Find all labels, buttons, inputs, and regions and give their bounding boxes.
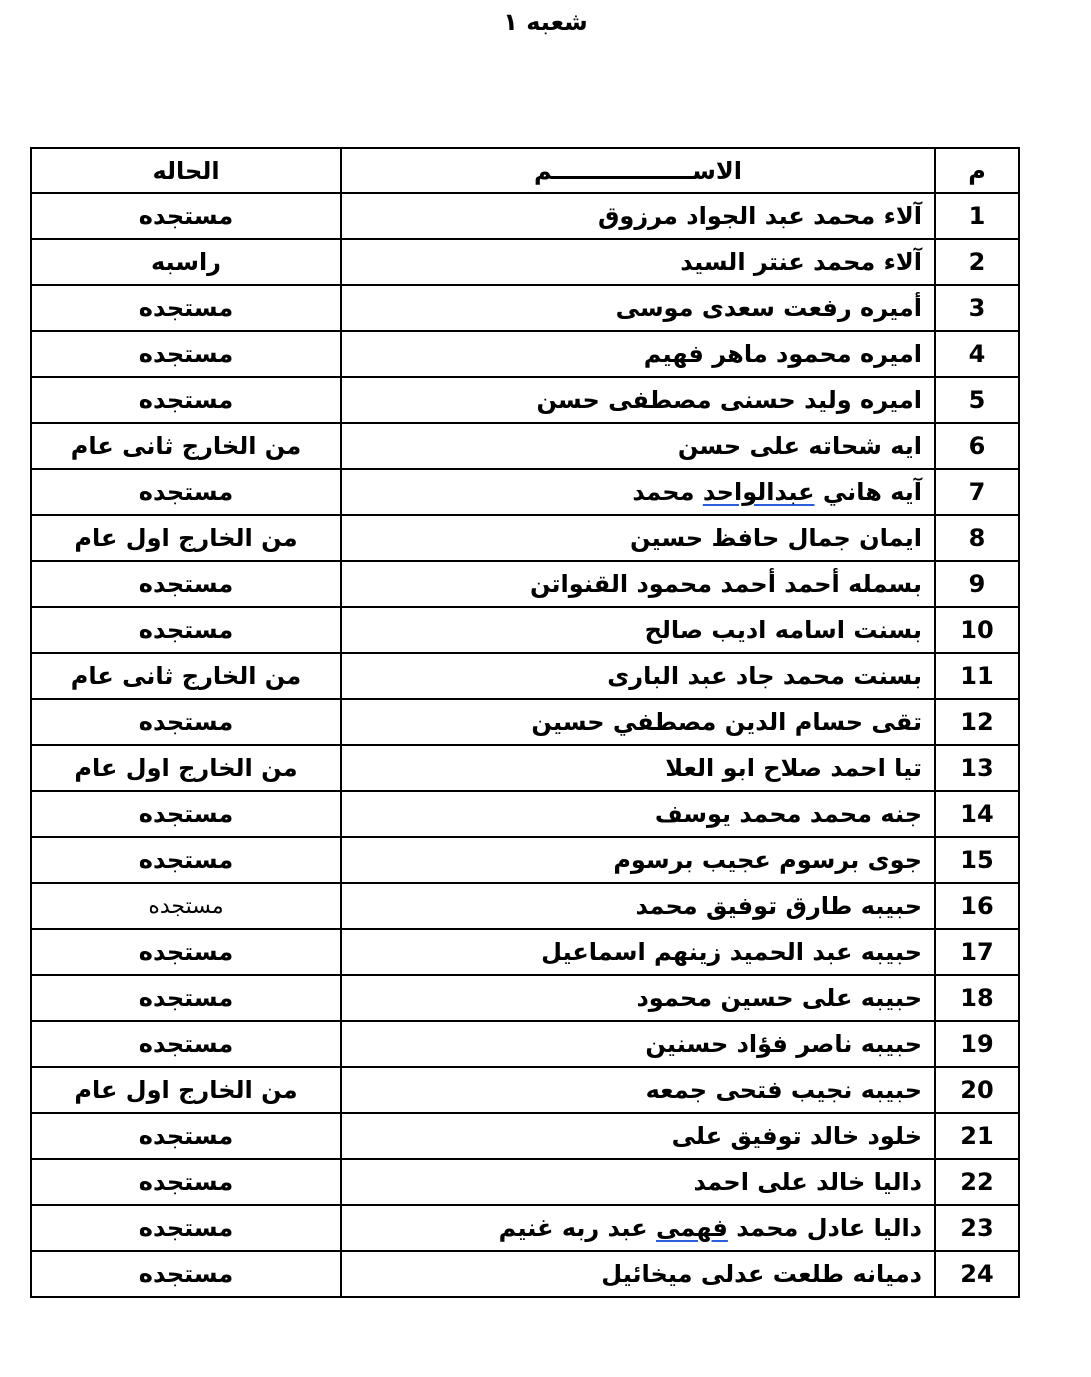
student-status: مستجده [31,1021,341,1067]
header-number: م [935,148,1019,193]
student-status: مستجده [31,377,341,423]
row-number: 5 [935,377,1019,423]
student-status: راسبه [31,239,341,285]
student-name: ايمان جمال حافظ حسين [341,515,935,561]
table-row [31,975,1019,1021]
student-name: آلاء محمد عنتر السيد [341,239,935,285]
student-name: اميره محمود ماهر فهيم [341,331,935,377]
table-row [31,1067,1019,1113]
table-row [31,745,1019,791]
student-name: حبيبه عبد الحميد زينهم اسماعيل [341,929,935,975]
student-status: مستجده [31,1113,341,1159]
row-number: 22 [935,1159,1019,1205]
row-number: 3 [935,285,1019,331]
table-row [31,423,1019,469]
student-status: مستجده [31,193,341,239]
student-name: جوى برسوم عجيب برسوم [341,837,935,883]
table-row [31,1251,1019,1297]
table-row [31,653,1019,699]
student-table [30,147,1020,1298]
student-status: مستجده [31,331,341,377]
table-header-row [31,148,1019,193]
student-name: أميره رفعت سعدى موسى [341,285,935,331]
student-status: مستجده [31,469,341,515]
page-title: شعبه ١ [503,8,588,36]
student-name: بسنت اسامه اديب صالح [341,607,935,653]
student-status: مستجده [31,883,341,929]
student-status: مستجده [31,699,341,745]
spellcheck-underlined-word: فهمى [655,1214,728,1242]
student-status: مستجده [31,1251,341,1297]
student-name [341,1205,935,1251]
student-status: مستجده [31,285,341,331]
student-name: بسنت محمد جاد عبد البارى [341,653,935,699]
table-row [31,1113,1019,1159]
row-number: 19 [935,1021,1019,1067]
row-number: 21 [935,1113,1019,1159]
row-number: 23 [935,1205,1019,1251]
table-row [31,837,1019,883]
student-name: اميره وليد حسنى مصطفى حسن [341,377,935,423]
student-name [341,469,935,515]
table-row [31,469,1019,515]
row-number: 10 [935,607,1019,653]
student-status: من الخارج ثانى عام [31,653,341,699]
student-status: من الخارج ثانى عام [31,423,341,469]
row-number: 8 [935,515,1019,561]
table-row [31,1205,1019,1251]
row-number: 12 [935,699,1019,745]
row-number: 11 [935,653,1019,699]
table-row [31,561,1019,607]
header-status: الحاله [31,148,341,193]
row-number: 18 [935,975,1019,1021]
row-number: 24 [935,1251,1019,1297]
name-part: داليا عادل محمد [727,1214,922,1242]
table-row [31,515,1019,561]
row-number: 7 [935,469,1019,515]
table-row [31,1021,1019,1067]
student-status: مستجده [31,1159,341,1205]
student-name: تيا احمد صلاح ابو العلا [341,745,935,791]
row-number: 17 [935,929,1019,975]
student-name: داليا خالد على احمد [341,1159,935,1205]
student-status: مستجده [31,837,341,883]
table-row [31,1159,1019,1205]
row-number: 6 [935,423,1019,469]
name-part: عبد ربه غنيم [498,1214,656,1242]
student-name: آلاء محمد عبد الجواد مرزوق [341,193,935,239]
student-status: مستجده [31,607,341,653]
student-name: حبيبه ناصر فؤاد حسنين [341,1021,935,1067]
spellcheck-underlined-word: عبدالواحد [702,478,815,506]
row-number: 9 [935,561,1019,607]
row-number: 20 [935,1067,1019,1113]
row-number: 2 [935,239,1019,285]
table-row [31,377,1019,423]
student-name: خلود خالد توفيق على [341,1113,935,1159]
student-name: جنه محمد محمد يوسف [341,791,935,837]
student-status: من الخارج اول عام [31,515,341,561]
row-number: 13 [935,745,1019,791]
table-row [31,791,1019,837]
student-name: تقى حسام الدين مصطفي حسين [341,699,935,745]
row-number: 4 [935,331,1019,377]
row-number: 1 [935,193,1019,239]
name-part: آيه هاني [814,478,922,506]
student-status: من الخارج اول عام [31,1067,341,1113]
student-status: مستجده [31,561,341,607]
row-number: 15 [935,837,1019,883]
student-status: مستجده [31,1205,341,1251]
row-number: 14 [935,791,1019,837]
student-status: مستجده [31,975,341,1021]
table-row [31,285,1019,331]
student-status: من الخارج اول عام [31,745,341,791]
table-row [31,193,1019,239]
table-row [31,331,1019,377]
table-row [31,929,1019,975]
student-name: بسمله أحمد أحمد محمود القنواتن [341,561,935,607]
student-status: مستجده [31,929,341,975]
student-name: حبيبه على حسين محمود [341,975,935,1021]
student-name: حبيبه طارق توفيق محمد [341,883,935,929]
row-number: 16 [935,883,1019,929]
table-row [31,239,1019,285]
name-part: محمد [632,478,703,506]
student-name: ايه شحاته على حسن [341,423,935,469]
table-row [31,699,1019,745]
table-row [31,607,1019,653]
header-name: الاســـــــــــــــــم [341,148,935,193]
student-name: حبيبه نجيب فتحى جمعه [341,1067,935,1113]
student-status: مستجده [31,791,341,837]
student-name: دميانه طلعت عدلى ميخائيل [341,1251,935,1297]
table-row [31,883,1019,929]
